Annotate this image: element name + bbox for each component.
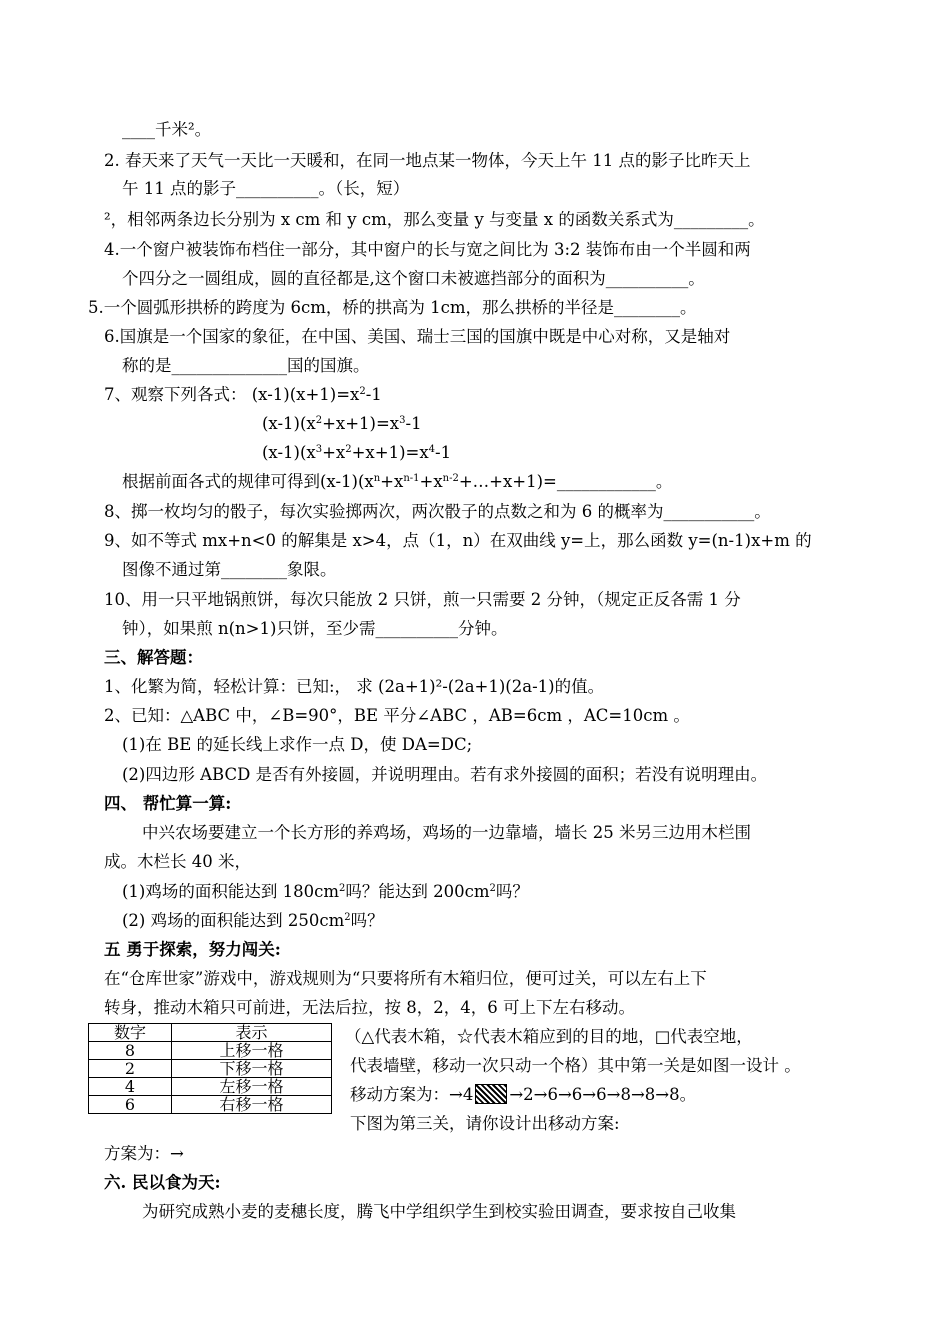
line-1: ____千米²。 [122,120,212,139]
line-31: 移动方案为：→4 →2→6→6→6→8→8→8。 [350,1085,697,1104]
table-cell: 6 [89,1096,172,1114]
table-row [89,1078,332,1096]
table-cell: 左移一格 [172,1078,332,1096]
line-25: (1)鸡场的面积能达到 $180cm^2$吗？能达到 $200cm^2$吗？ [122,882,529,901]
table-cell: 下移一格 [172,1060,332,1078]
line-6: 个四分之一圆组成，圆的直径都是,这个窗口未被遮挡部分的面积为__________。 [122,269,705,288]
line-3: 午 11 点的影子__________。（长，短） [122,179,410,198]
line-17: 10、用一只平地锅煎饼，每次只能放 2 只饼，煎一只需要 2 分钟，（规定正反各需 1 分 [104,590,741,609]
line-5: 4.一个窗户被装饰布档住一部分，其中窗户的长与宽之间比为 3:2 装饰布由一个半圆和两 [104,240,751,259]
table-header: 数字 [89,1024,172,1042]
line-4: ²，相邻两条边长分别为 x cm 和 y cm，那么变量 y 与变量 x 的函数关系式为_________。 [104,210,765,229]
table-row [89,1096,332,1114]
section-heading-5: 五 勇于探索，努力闯关: [104,940,281,959]
formula-general: 根据前面各式的规律可得到$(x-1)(x^n+x^{n-1}+x^{n-2}+\dots+x+1)=\_\_\_\_\_\_\_\_\_\_\_\_$。 [122,472,673,491]
line-15: 9、如不等式 mx+n<0 的解集是 x>4，点（1，n）在双曲线 y=上，那么函数 y=(n-1)x+m 的 [104,531,812,550]
line-21: (1)在 BE 的延长线上求作一点 D，使 DA=DC; [122,735,473,754]
table-header-row [89,1024,332,1042]
table-header: 表示 [172,1024,332,1042]
table-cell: 右移一格 [172,1096,332,1114]
line-29: （△代表木箱，☆代表木箱应到的目的地，□代表空地， [345,1027,753,1046]
line-20: 2、已知：△ABC 中，∠B=90°，BE 平分∠ABC ，AB=6cm ，AC=10cm 。 [104,706,690,725]
line-8: 6.国旗是一个国家的象征，在中国、美国、瑞士三国的国旗中既是中心对称，又是轴对 [104,327,731,346]
table-cell: 上移一格 [172,1042,332,1060]
line-24: 成。木栏长 40 米， [104,852,251,871]
line-27: 在“仓库世家”游戏中，游戏规则为“只要将所有木箱归位，便可过关，可以左右上下 [104,969,707,988]
line-32: 下图为第三关，请你设计出移动方案: [350,1114,620,1133]
line-22: (2)四边形 ABCD 是否有外接圆，并说明理由。若有求外接圆的面积；若没有说明理由。 [122,765,768,784]
table-cell: 4 [89,1078,172,1096]
section-heading-4: 四、 帮忙算一算: [104,794,232,813]
table-row [89,1060,332,1078]
table-cell: 8 [89,1042,172,1060]
line-2: 2. 春天来了天气一天比一天暖和，在同一地点某一物体，今天上午 11 点的影子比昨天上 [104,151,751,170]
line-19: 1、化繁为简，轻松计算：已知:， 求 (2a+1)²-(2a+1)(2a-1)的值。 [104,677,605,696]
line-33: 方案为：→ [104,1144,184,1163]
line-18: 钟），如果煎 n(n>1)只饼，至少需__________分钟。 [122,619,508,638]
line-34: 为研究成熟小麦的麦穗长度，腾飞中学组织学生到校实验田调查，要求按自己收集 [142,1202,736,1221]
line-30: 代表墙壁，移动一次只动一个格）其中第一关是如图一设计 。 [350,1056,801,1075]
line-7: 5.一个圆弧形拱桥的跨度为 6cm，桥的拱高为 1cm，那么拱桥的半径是________。 [88,298,697,317]
line-14: 8、掷一枚均匀的骰子，每次实验掷两次，两次骰子的点数之和为 6 的概率为___________。 [104,502,771,521]
wall-box-icon [475,1084,507,1104]
table-row [89,1042,332,1060]
line-23: 中兴农场要建立一个长方形的养鸡场，鸡场的一边靠墙，墙长 25 米另三边用木栏围 [142,823,751,842]
move-table [88,1023,332,1114]
section-heading-3: 三、解答题： [104,648,203,667]
line-26: (2) 鸡场的面积能达到 $250cm^2$吗？ [122,911,384,930]
line-9: 称的是______________国的国旗。 [122,356,370,375]
table-cell: 2 [89,1060,172,1078]
line-16: 图像不通过第________象限。 [122,560,337,579]
section-heading-6: 六. 民以食为天: [104,1173,221,1192]
formula-1: 7、观察下列各式： $(x-1)(x+1)=x^2-1$ [104,385,382,404]
formula-2: $(x-1)(x^2+x+1)=x^3-1$ [262,414,422,433]
formula-3: $(x-1)(x^3+x^2+x+1)=x^4-1$ [262,443,452,462]
line-28: 转身，推动木箱只可前进，无法后拉，按 8，2，4，6 可上下左右移动。 [104,998,635,1017]
